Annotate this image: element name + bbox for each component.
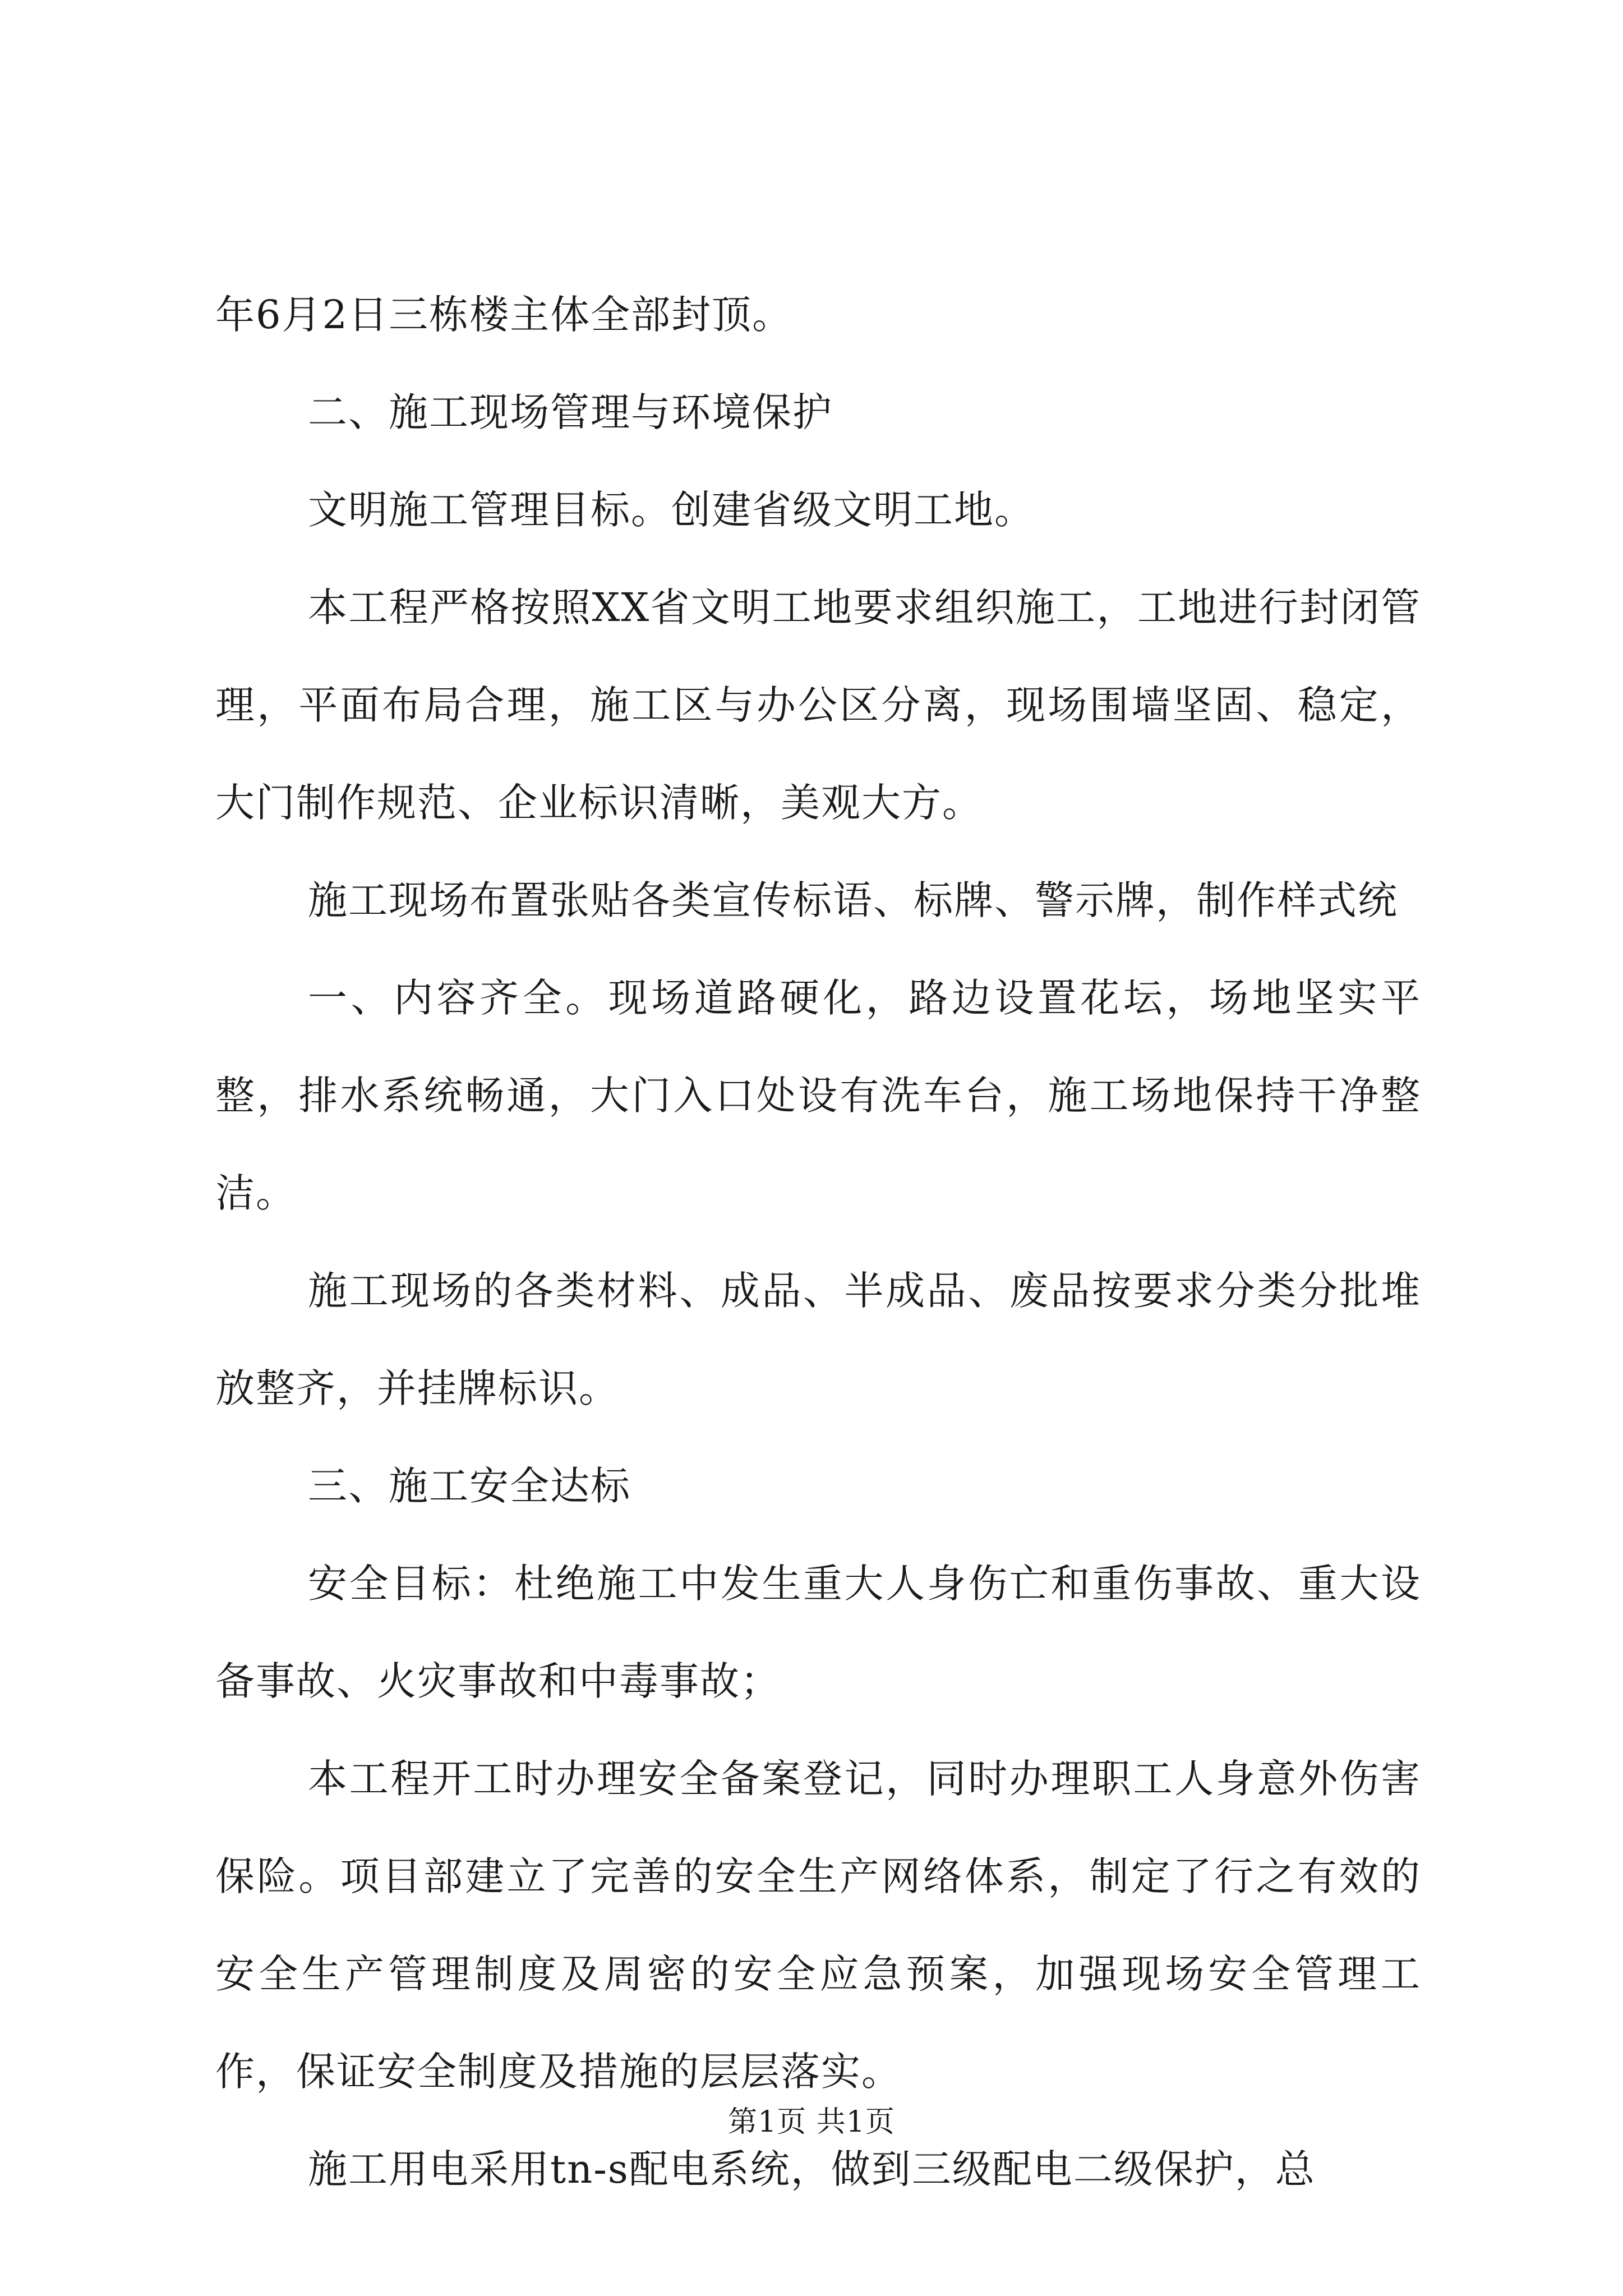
paragraph-10: 本工程开工时办理安全备案登记，同时办理职工人身意外伤害保险。项目部建立了完善的安全生产网络体系，制定了行之有效的安全生产管理制度及周密的安全应急预案，加强现场安全管理工作，保证安全制度及措施的层层落实。 — [215, 1756, 1421, 2095]
paragraph-11: 施工用电采用tn-s配电系统，做到三级配电二级保护，总 — [308, 2146, 1316, 2192]
paragraph-4: 本工程严格按照XX省文明工地要求组织施工，工地进行封闭管理，平面布局合理，施工区与办公区分离，现场围墙坚固、稳定，大门制作规范、企业标识清晰，美观大方。 — [215, 585, 1421, 826]
paragraph-3: 文明施工管理目标。创建省级文明工地。 — [308, 487, 1035, 533]
paragraph-9: 安全目标：杜绝施工中发生重大人身伤亡和重伤事故、重大设备事故、火灾事故和中毒事故； — [215, 1561, 1421, 1704]
paragraph-8-heading: 三、施工安全达标 — [308, 1463, 631, 1509]
paragraph-6: 一、内容齐全。现场道路硬化，路边设置花坛，场地坚实平整，排水系统畅通，大门入口处设有洗车台，施工场地保持干净整洁。 — [215, 975, 1421, 1216]
page-footer: 第1页 共1页 — [728, 2105, 895, 2139]
paragraph-2-heading: 二、施工现场管理与环境保护 — [308, 389, 833, 435]
paragraph-7: 施工现场的各类材料、成品、半成品、废品按要求分类分批堆放整齐，并挂牌标识。 — [215, 1268, 1421, 1411]
paragraph-5: 施工现场布置张贴各类宣传标语、标牌、警示牌，制作样式统 — [308, 877, 1398, 923]
document-body — [215, 266, 1421, 2218]
paragraph-1: 年6月2日三栋楼主体全部封顶。 — [215, 292, 793, 338]
